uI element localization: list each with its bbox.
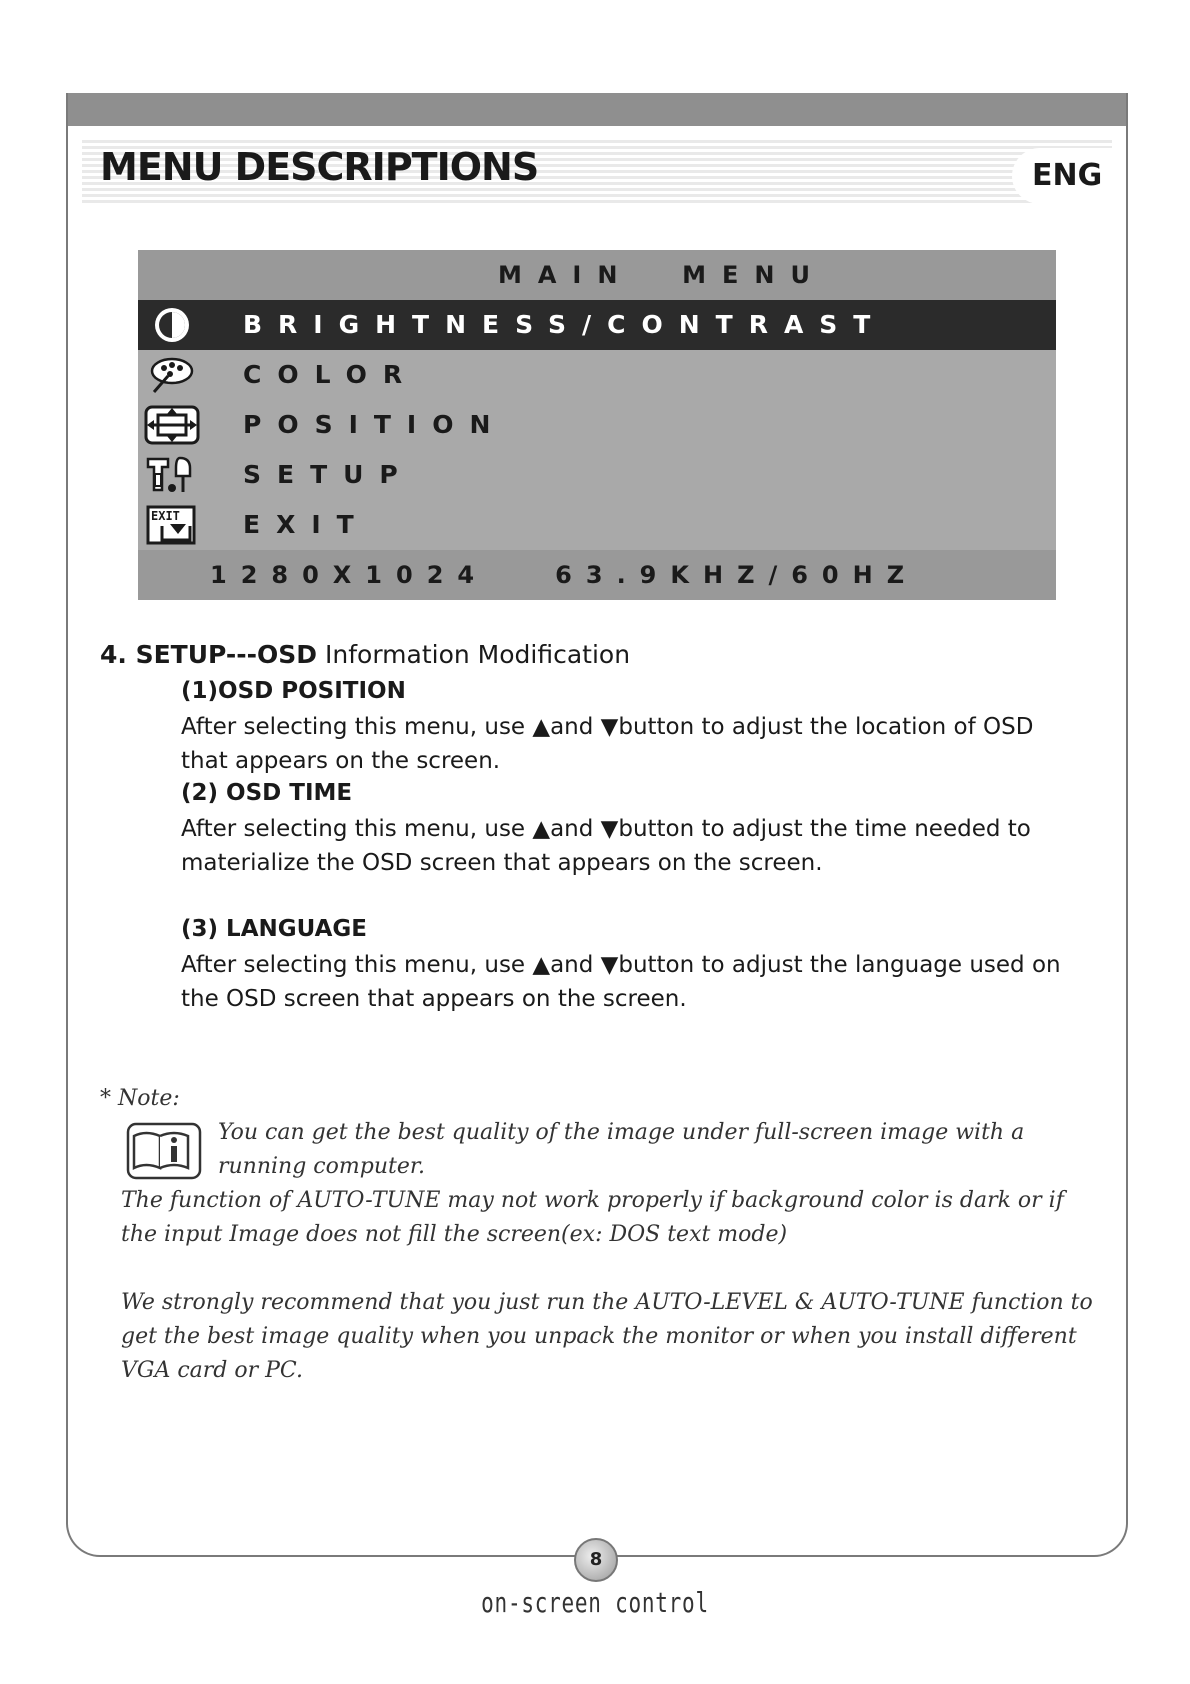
exit-icon — [142, 504, 202, 546]
note-text-3: We strongly recommend that you just run the AUTO-LEVEL & AUTO-TUNE function to get the best image quality when you unpack the monitor or when you install different VGA card or PC. — [121, 1290, 1093, 1383]
lang-badge: ENG — [1032, 158, 1103, 193]
osd-main-menu — [138, 250, 1056, 600]
subsection-title: (1)OSD POSITION — [181, 678, 406, 704]
footer-title: on-screen control — [481, 1586, 709, 1619]
osd-item-label: EXIT — [243, 510, 370, 539]
brightness-icon — [142, 304, 202, 346]
osd-status-bar: 1280X1024 63.9KHZ/60HZ — [138, 550, 1056, 600]
position-icon — [142, 404, 202, 446]
osd-item-label: POSITION — [243, 410, 507, 439]
note-label: * Note: — [100, 1086, 180, 1111]
osd-item-brightness[interactable] — [138, 300, 1056, 350]
subsection-text: After selecting this menu, use ▲and ▼button to adjust the language used on the OSD screen that appears on the screen. — [181, 952, 1061, 1012]
osd-item-label: BRIGHTNESS/CONTRAST — [243, 310, 887, 339]
note-text-1: You can get the best quality of the image under full-screen image with a running computer. — [218, 1120, 1025, 1179]
setup-icon — [142, 454, 202, 496]
page-number: 8 — [574, 1538, 618, 1582]
osd-item-position[interactable] — [138, 400, 1056, 450]
info-book-icon — [126, 1122, 202, 1180]
osd-item-label: COLOR — [243, 360, 419, 389]
palette-icon — [142, 354, 202, 396]
osd-item-setup[interactable] — [138, 450, 1056, 500]
section-heading — [100, 640, 630, 669]
subsection-text: After selecting this menu, use ▲and ▼button to adjust the time needed to materialize the OSD screen that appears on the screen. — [181, 816, 1031, 876]
subsection-title: (2) OSD TIME — [181, 780, 353, 806]
section-heading-rest: Information Modification — [317, 640, 631, 669]
note-text-2: The function of AUTO-TUNE may not work properly if background color is dark or if the input Image does not fill the screen(ex: DOS text mode) — [121, 1188, 1064, 1247]
osd-item-exit[interactable] — [138, 500, 1056, 550]
section-heading-bold: 4. SETUP---OSD — [100, 640, 318, 669]
osd-item-color[interactable] — [138, 350, 1056, 400]
osd-title: MAIN MENU — [138, 250, 1056, 300]
subsection-title: (3) LANGUAGE — [181, 916, 367, 942]
osd-item-label: SETUP — [243, 460, 414, 489]
svg-text:EXIT: EXIT — [151, 509, 180, 523]
subsection-text: After selecting this menu, use ▲and ▼button to adjust the location of OSD that appears on the screen. — [181, 714, 1034, 774]
page-title: MENU DESCRIPTIONS — [100, 145, 539, 189]
